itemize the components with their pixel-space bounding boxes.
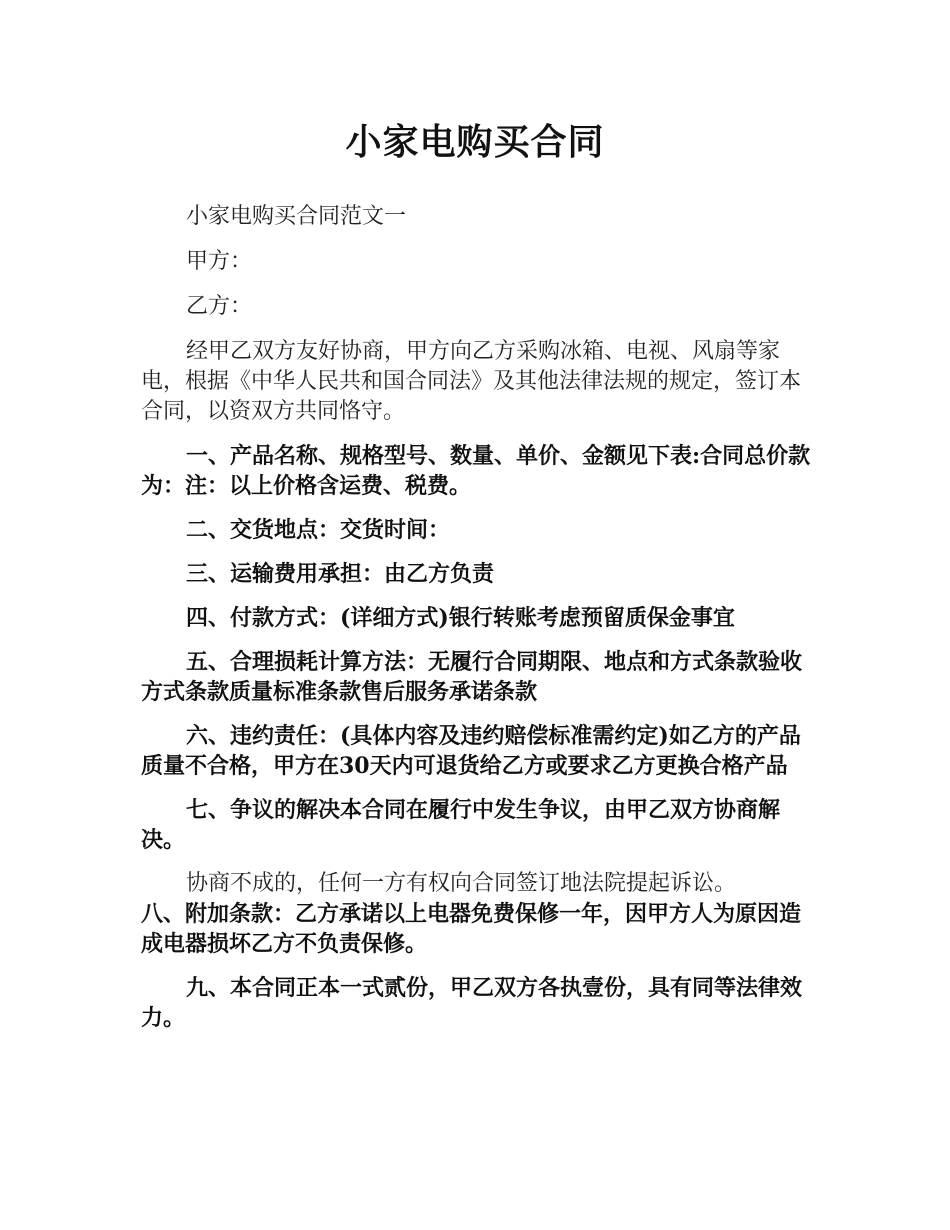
intro-paragraph: 经甲乙双方友好协商，甲方向乙方采购冰箱、电视、风扇等家电，根据《中华人民共和国合同法》及其他法律法规的规定，签订本合同，以资双方共同恪守。 xyxy=(141,339,802,424)
subtitle: 小家电购买合同范文一 xyxy=(186,204,407,229)
party-a-label: 甲方： xyxy=(186,249,253,274)
clause-7: 七、争议的解决本合同在履行中发生争议，由甲乙双方协商解决。 xyxy=(141,797,781,853)
clause-9: 九、本合同正本一式贰份，甲乙双方各执壹份，具有同等法律效力。 xyxy=(141,975,803,1031)
document-title: 小家电购买合同 xyxy=(345,121,605,163)
clause-8: 八、附加条款：乙方承诺以上电器免费保修一年，因甲方人为原因造成电器损坏乙方不负责保修。 xyxy=(141,901,802,957)
litigation-note: 协商不成的，任何一方有权向合同签订地法院提起诉讼。 xyxy=(186,871,737,896)
party-b-label: 乙方： xyxy=(186,294,253,319)
clause-1: 一、产品名称、规格型号、数量、单价、金额见下表:合同总价款为：注：以上价格含运费、税费。 xyxy=(141,443,811,499)
clause-2: 二、交货地点：交货时间： xyxy=(186,517,451,543)
clause-5: 五、合理损耗计算方法：无履行合同期限、地点和方式条款验收方式条款质量标准条款售后服务承诺条款 xyxy=(141,649,803,705)
clause-3: 三、运输费用承担：由乙方负责 xyxy=(186,561,495,587)
clause-6: 六、违约责任：(具体内容及违约赔偿标准需约定)如乙方的产品质量不合格，甲方在30天内可退货给乙方或要求乙方更换合格产品 xyxy=(141,723,801,779)
document-body xyxy=(141,202,813,1047)
clause-4: 四、付款方式：(详细方式)银行转账考虑预留质保金事宜 xyxy=(186,605,735,631)
